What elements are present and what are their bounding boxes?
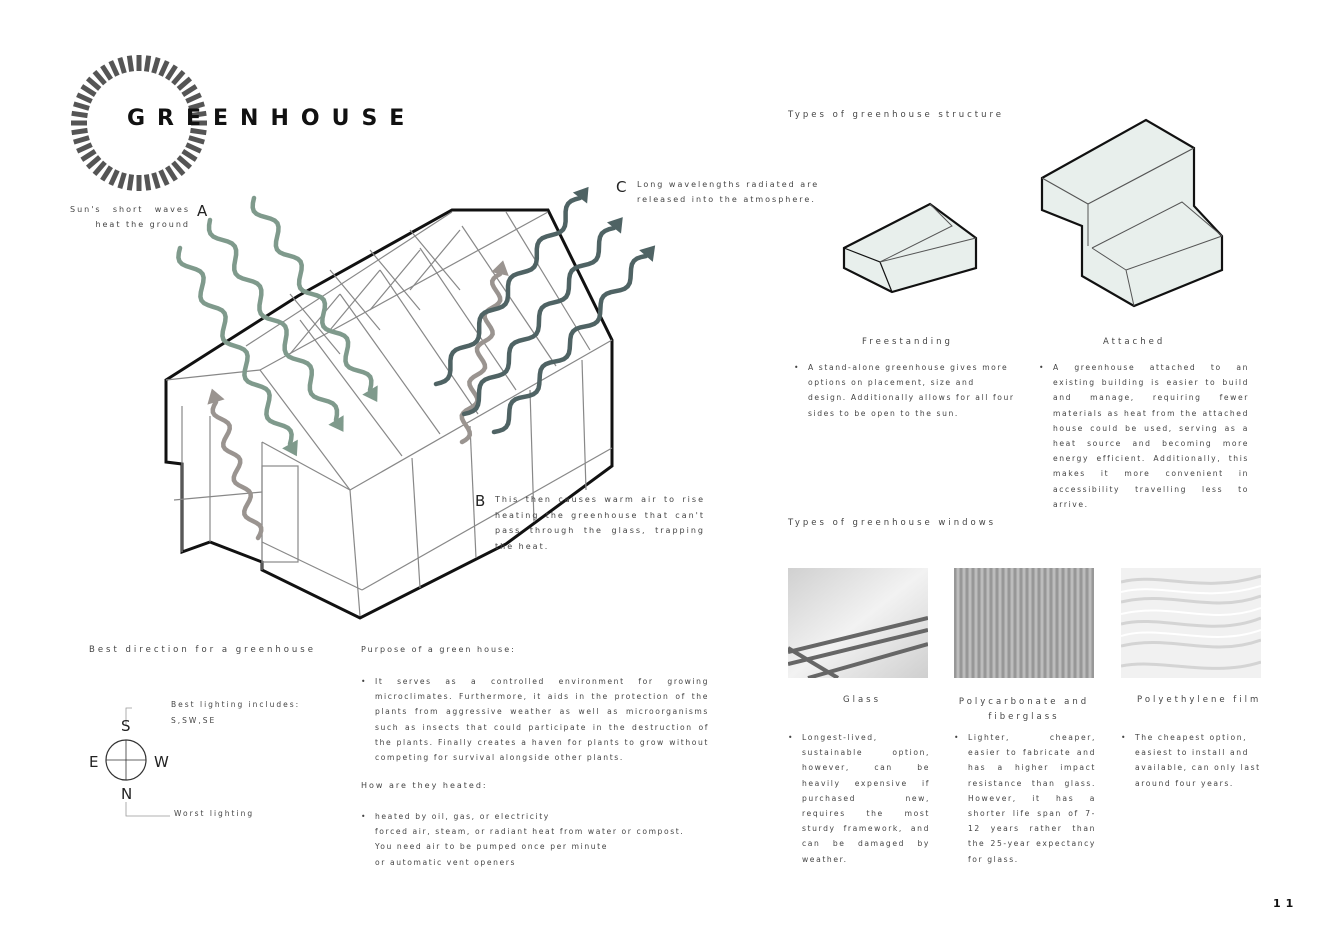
sun-ring-tick [94, 72, 104, 84]
diagram-text-a-line1: Sun's short waves [70, 205, 190, 214]
heated-line2: forced air, steam, or radiant heat from water or compost. [375, 827, 685, 837]
sun-ring-tick [72, 130, 88, 132]
heated-list [361, 809, 721, 870]
freestanding-title: Freestanding [862, 337, 953, 347]
sun-ring-tick [161, 61, 168, 76]
diagram-text-c [637, 177, 819, 207]
glass-title: Glass [843, 695, 882, 705]
sun-ring-tick [102, 66, 111, 79]
polycarbonate-title-line2: fiberglass [988, 712, 1060, 722]
purpose-heading: Purpose of a green house: [361, 645, 516, 654]
freestanding-text: • A stand-alone greenhouse gives more options on placement, size and design. Additionally allows for all four sides to be open to the sun. [794, 360, 1016, 421]
sun-ring-tick [74, 104, 89, 109]
diagram-label-a: A [197, 202, 208, 220]
sun-ring-tick [88, 157, 100, 167]
glass-list [788, 730, 930, 867]
attached-text: • A greenhouse attached to an existing building is easier to build and manage, requiring fewer materials as heat from the attached house could be used, serving as a heat source and becoming more energy efficient. Additionally, this makes it more convenient in accessibility travelling less to arrive. [1039, 360, 1249, 512]
diagram-label-b: B [475, 492, 486, 510]
heated-line4: or automatic vent openers [375, 857, 517, 867]
sun-ring-tick [77, 145, 92, 152]
heated-line1: • heated by oil, gas, or electricity [361, 809, 721, 824]
polycarbonate-title [954, 695, 1094, 725]
direction-heading: Best direction for a greenhouse [89, 645, 316, 655]
wave-arrow [178, 248, 291, 444]
sun-ring-tick [186, 95, 201, 102]
attached-title: Attached [1103, 337, 1166, 347]
compass-w: W [154, 753, 169, 771]
sun-ring-tick [74, 138, 89, 143]
sun-ring-tick [186, 145, 201, 152]
diagram-text-a [70, 202, 190, 232]
polyethylene-sample-image [1121, 568, 1261, 678]
sun-ring-tick [178, 157, 190, 167]
diagram-text-c-line1: Long wavelengths radiated are [637, 180, 820, 189]
sun-ring-tick [72, 113, 88, 115]
polyethylene-title: Polyethylene film [1137, 695, 1262, 705]
purpose-bullet: • It serves as a controlled environment for growing microclimates. Furthermore, it aids in the protection of the plants from aggressive weather as well as microorganisms such as insects that could participate in the destruction of the plants. Finally creates a haven for plants to grow without competing for survival alongside other plants. [361, 674, 709, 765]
page-number: 11 [1273, 897, 1299, 910]
structure-heading: Types of greenhouse structure [788, 110, 1005, 120]
sun-ring-tick [183, 86, 196, 95]
wave-arrow [213, 402, 261, 538]
diagram-text-a-line2: heat the ground [95, 220, 190, 229]
sun-ring-tick [173, 72, 183, 84]
sun-ring-tick [120, 173, 125, 188]
polyethylene-text: • The cheapest option, easiest to install and available, can only last around four years. [1121, 730, 1267, 791]
sun-ring-tick [129, 56, 131, 72]
sun-ring-tick [146, 56, 148, 72]
compass-s: S [121, 717, 131, 735]
sun-ring-tick [82, 151, 95, 160]
compass-e: E [89, 753, 99, 771]
page-title: GREENHOUSE [127, 106, 417, 131]
freestanding-house-icon [836, 196, 982, 296]
wave-arrowhead [639, 245, 655, 261]
freestanding-list [794, 360, 1016, 421]
diagram-text-c-line2: released into the atmosphere. [637, 195, 816, 204]
heated-heading: How are they heated: [361, 781, 488, 790]
best-lighting-label: Best lighting includes: [171, 700, 301, 709]
polycarbonate-text: • Lighter, cheaper, easier to fabricate and has a higher impact resistance than glass. However, it has a shorter life span of 7-12 years rather than the 25-year expectancy for glass. [954, 730, 1096, 867]
best-lighting-value: S,SW,SE [171, 716, 217, 725]
sun-ring-tick [183, 151, 196, 160]
diagram-label-c: C [616, 178, 627, 196]
sun-ring-tick [88, 78, 100, 88]
sun-ring-tick [146, 174, 148, 190]
attached-house-icon [1036, 116, 1228, 316]
sun-ring-tick [102, 167, 111, 180]
sun-ring-tick [82, 86, 95, 95]
polyethylene-list [1121, 730, 1267, 791]
sun-ring-tick [154, 58, 159, 73]
greenhouse-diagram [150, 170, 680, 630]
sun-ring-tick [120, 58, 125, 73]
attached-list [1039, 360, 1249, 512]
purpose-list [361, 674, 709, 765]
polycarbonate-title-line1: Polycarbonate and [958, 697, 1090, 707]
sun-ring-tick [129, 174, 131, 190]
sun-ring-tick [94, 162, 104, 174]
glass-sample-image [788, 568, 928, 678]
polycarbonate-list [954, 730, 1096, 867]
glass-text: • Longest-lived, sustainable option, however, can be heavily expensive if purchased new, requires the most sturdy framework, and can be damaged by weather. [788, 730, 930, 867]
sun-ring-tick [111, 170, 118, 185]
sun-ring-tick [111, 61, 118, 76]
sun-ring-tick [167, 66, 176, 79]
polycarbonate-sample-image [954, 568, 1094, 678]
windows-heading: Types of greenhouse windows [788, 518, 997, 528]
wave-arrow [253, 198, 372, 390]
compass-n: N [121, 785, 133, 803]
sun-ring-tick [178, 78, 190, 88]
diagram-text-b: This then causes warm air to rise heating the greenhouse that can't pass through the glass, trapping the heat. [495, 495, 705, 551]
worst-lighting-label: Worst lighting [174, 809, 255, 818]
heated-line3: You need air to be pumped once per minute [375, 842, 609, 852]
sun-ring-tick [189, 138, 204, 143]
sun-ring-tick [77, 95, 92, 102]
